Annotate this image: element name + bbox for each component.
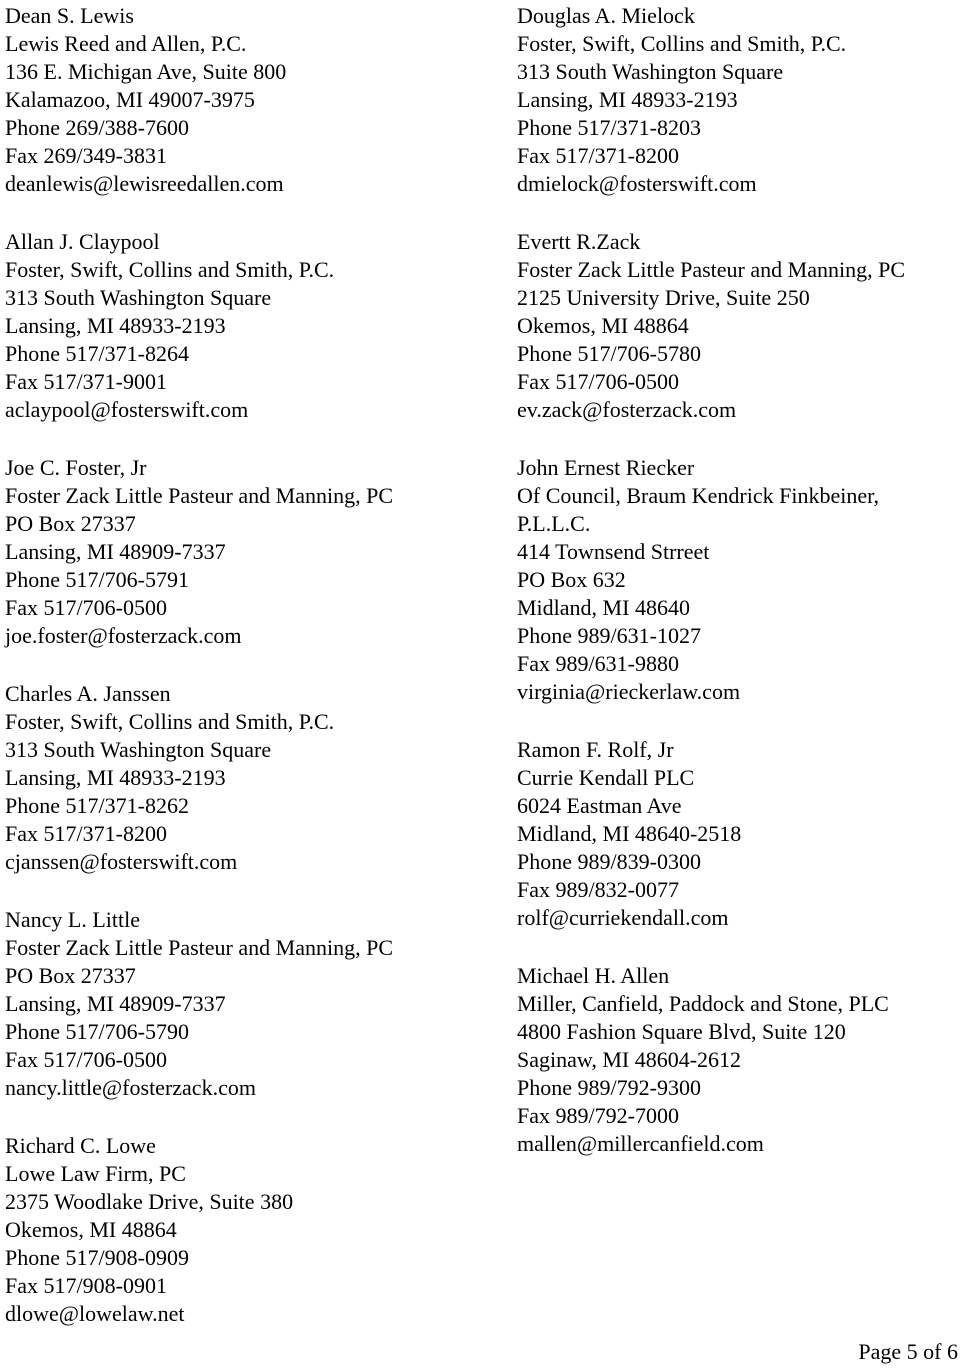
contact-entry	[517, 228, 957, 424]
contact-entry	[5, 228, 475, 424]
contact-line: 6024 Eastman Ave	[517, 793, 682, 818]
contact-line: Foster Zack Little Pasteur and Manning, PC	[5, 935, 393, 960]
contact-line: Of Council, Braum Kendrick Finkbeiner,	[517, 483, 880, 508]
contact-line: cjanssen@fosterswift.com	[5, 849, 238, 874]
contact-line: Phone 517/371-8262	[5, 793, 189, 818]
contact-line: PO Box 27337	[5, 963, 136, 988]
contact-line: Saginaw, MI 48604-2612	[517, 1047, 742, 1072]
contact-line: rolf@curriekendall.com	[517, 905, 729, 930]
contact-line: Lewis Reed and Allen, P.C.	[5, 31, 247, 56]
contact-name: Richard C. Lowe	[5, 1133, 156, 1158]
contact-line: P.L.L.C.	[517, 511, 591, 536]
contact-line: 414 Townsend Strreet	[517, 539, 710, 564]
contact-line: Phone 269/388-7600	[5, 115, 189, 140]
contact-line: Fax 269/349-3831	[5, 143, 167, 168]
contact-line: Fax 989/832-0077	[517, 877, 679, 902]
contact-name: John Ernest Riecker	[517, 455, 695, 480]
contact-entry	[5, 2, 475, 198]
contact-entry	[5, 454, 475, 650]
contact-name: Charles A. Janssen	[5, 681, 171, 706]
contact-line: Lansing, MI 48909-7337	[5, 991, 226, 1016]
contact-line: Fax 989/631-9880	[517, 651, 679, 676]
contact-line: Phone 517/706-5791	[5, 567, 189, 592]
contact-entry	[5, 680, 475, 876]
contact-entry	[517, 454, 957, 706]
contact-line: Foster, Swift, Collins and Smith, P.C.	[5, 709, 335, 734]
contact-line: Fax 517/908-0901	[5, 1273, 167, 1298]
contact-line: mallen@millercanfield.com	[517, 1131, 764, 1156]
contact-line: Fax 989/792-7000	[517, 1103, 679, 1128]
contact-line: Currie Kendall PLC	[517, 765, 695, 790]
contact-line: Phone 517/706-5790	[5, 1019, 189, 1044]
contact-line: Miller, Canfield, Paddock and Stone, PLC	[517, 991, 889, 1016]
contacts-column-right	[517, 2, 957, 1188]
contact-line: Okemos, MI 48864	[5, 1217, 177, 1242]
contact-entry	[5, 1132, 475, 1328]
contact-line: Phone 517/371-8203	[517, 115, 701, 140]
contact-name: Allan J. Claypool	[5, 229, 160, 254]
contact-line: Phone 517/706-5780	[517, 341, 701, 366]
contact-name: Nancy L. Little	[5, 907, 141, 932]
contact-line: Fax 517/706-0500	[5, 595, 167, 620]
contact-line: virginia@rieckerlaw.com	[517, 679, 741, 704]
contact-line: aclaypool@fosterswift.com	[5, 397, 249, 422]
contact-line: Foster, Swift, Collins and Smith, P.C.	[5, 257, 335, 282]
contacts-column-left	[5, 2, 475, 1358]
contact-line: Lansing, MI 48933-2193	[5, 313, 226, 338]
contact-line: Fax 517/371-8200	[5, 821, 167, 846]
contact-line: Midland, MI 48640	[517, 595, 690, 620]
contact-line: Lansing, MI 48909-7337	[5, 539, 226, 564]
contact-line: 4800 Fashion Square Blvd, Suite 120	[517, 1019, 846, 1044]
contact-line: Phone 517/908-0909	[5, 1245, 189, 1270]
contact-line: deanlewis@lewisreedallen.com	[5, 171, 284, 196]
contact-line: Foster, Swift, Collins and Smith, P.C.	[517, 31, 847, 56]
contact-line: 313 South Washington Square	[5, 285, 272, 310]
contact-line: ev.zack@fosterzack.com	[517, 397, 737, 422]
contact-line: Fax 517/371-8200	[517, 143, 679, 168]
contact-line: Midland, MI 48640-2518	[517, 821, 742, 846]
contact-line: PO Box 27337	[5, 511, 136, 536]
contact-line: dlowe@lowelaw.net	[5, 1301, 185, 1326]
contact-line: Lansing, MI 48933-2193	[5, 765, 226, 790]
contact-line: Lowe Law Firm, PC	[5, 1161, 186, 1186]
contact-line: Fax 517/371-9001	[5, 369, 167, 394]
contact-line: Foster Zack Little Pasteur and Manning, PC	[5, 483, 393, 508]
contact-line: Okemos, MI 48864	[517, 313, 689, 338]
contact-entry	[517, 736, 957, 932]
contact-line: nancy.little@fosterzack.com	[5, 1075, 256, 1100]
contact-name: Evertt R.Zack	[517, 229, 641, 254]
contact-entry	[517, 962, 957, 1158]
contact-line: Foster Zack Little Pasteur and Manning, PC	[517, 257, 905, 282]
contact-line: joe.foster@fosterzack.com	[5, 623, 242, 648]
contact-line: 313 South Washington Square	[5, 737, 272, 762]
contact-name: Dean S. Lewis	[5, 3, 134, 28]
contact-name: Joe C. Foster, Jr	[5, 455, 147, 480]
contact-name: Douglas A. Mielock	[517, 3, 695, 28]
contact-line: Lansing, MI 48933-2193	[517, 87, 738, 112]
contact-entry	[5, 906, 475, 1102]
contact-line: 313 South Washington Square	[517, 59, 784, 84]
contact-name: Ramon F. Rolf, Jr	[517, 737, 674, 762]
contact-line: Fax 517/706-0500	[5, 1047, 167, 1072]
contact-line: Phone 989/631-1027	[517, 623, 701, 648]
contact-line: Fax 517/706-0500	[517, 369, 679, 394]
contact-line: PO Box 632	[517, 567, 626, 592]
contact-line: 136 E. Michigan Ave, Suite 800	[5, 59, 287, 84]
contact-line: 2375 Woodlake Drive, Suite 380	[5, 1189, 294, 1214]
page-number: Page 5 of 6	[858, 1339, 958, 1364]
contact-line: Phone 517/371-8264	[5, 341, 189, 366]
contact-line: dmielock@fosterswift.com	[517, 171, 757, 196]
contact-line: Kalamazoo, MI 49007-3975	[5, 87, 255, 112]
contact-line: Phone 989/839-0300	[517, 849, 701, 874]
contact-line: 2125 University Drive, Suite 250	[517, 285, 810, 310]
contact-line: Phone 989/792-9300	[517, 1075, 701, 1100]
contact-entry	[517, 2, 957, 198]
contact-name: Michael H. Allen	[517, 963, 670, 988]
